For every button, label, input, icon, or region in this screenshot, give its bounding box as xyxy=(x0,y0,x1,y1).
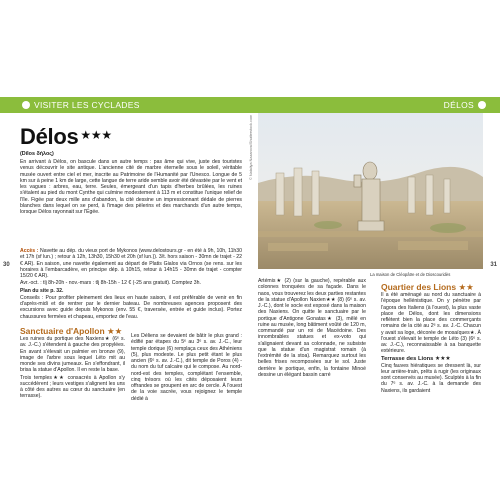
artemis-paragraph: Artémis★ (2) (sur la gauche), repérable aux colonnes tronquées de sa façade. Dans le naos, vous trouverez les deux parties restantes de la statue d'Apollon Naxien★★ (8) (6ᵉ s. av. J.-C.), dont le socle est exposé dans la maison des Naxiens. On quitte le sanctuaire par le portique d'Antigone Gonatas★ (3), mêlé en ruine au musée, long bâtiment voûté de 120 m, commandé par un roi de Macédoine. Des innombrables statues et ex-voto qui s'alignaient devant sa colonnade, ne subsiste que la statue d'un magistrat romain (à l'extrémité de la stoa). Remarquez surtout les belles frises recomposées sur le sol. Juste derrière le portique, enfin, la fontaine Minoé dessine un élégant bassin carré xyxy=(258,278,366,378)
intro-paragraph: En arrivant à Délos, on bascule dans un autre temps : pas âme qui vive, juste des touristes venus découvrir le site antique. L'ancienne cité de marbre éternelle sous le soleil, véritable musée ouvert entre ciel et mer, inscrite au Patrimoine de l'Humanité par l'Unesco. Longue de 5 km sur à peine 1 km de large, cette langue de terre aride semble avoir été dévastée par le vent et les vagues : arbres, eau, terre. Seules, émergeant d'un tapis d'herbes brûlées, les ruines s'étalent au pied du mont Cynthe qui culmine modestement à 113 m et constitue l'unique relief de l'île. Figée par deux mille ans d'abandon, la cité dessine un impressionnant dédale de pierres blanches dans lequel on se perd, à l'image des pèlerins et des marchands d'un autre temps, lorsque Délos rayonnait sur l'Égée. xyxy=(20,159,242,215)
page-number-right: 31 xyxy=(490,262,497,268)
plan-reference: Plan du site p. 32. xyxy=(20,287,64,294)
temples-paragraph: Les Déliens se devaient de bâtir le plus grand : édifié par étapes du 5ᵉ au 3ᵉ s. av. J.-C., leur temple dorique (6) remplaça ceux des Athéniens (5), plus modeste. Le plus petit étant le plus ancien (6ᵉ s. av. J.-C.), dit temple de Poros (4) - du nom du tuf calcaire qui le compose. Au nord-nord-est des temples, complétant l'ensemble, cinq trésors où les cités déposaient leurs offrandes se groupent en arc de cercle. À l'ouest de la voie sacrée, vous rejoignez le temple dédié à xyxy=(131,333,242,402)
terrasse-lions-paragraph: Cinq fauves hiératiques se dressent là, sur leur arrière-train, prêts à rugir (les originaux sont conservés au musée). Sculptés à la fin du 7ᵉ s. av. J.-C. à la demande des Naxiens, ils gardaient xyxy=(381,362,481,394)
horaires-text: Avr.-oct. : tlj 8h-20h - nov.-mars : tlj 8h-15h - 12 € (-25 ans gratuit). Comptez 3h. xyxy=(20,280,201,287)
ruins-illustration xyxy=(258,113,483,269)
bullet-icon xyxy=(22,101,30,109)
page-number-left: 30 xyxy=(3,262,10,268)
terrasse-lions-heading: Terrasse des Lions ★★★ xyxy=(381,355,451,362)
photo-credit: © Nataliya Nazarova/Shutterstock.com xyxy=(249,114,253,180)
acces-label: Accès : xyxy=(20,248,39,254)
column-sanctuaire xyxy=(20,326,125,401)
column-artemis xyxy=(258,278,366,379)
quartier-lions-paragraph: Il a été aménagé au nord du sanctuaire à l'époque hellénistique. On y pénètre par l'agora des Italiens (à l'ouest), la plus vaste place de Délos, dont les dimensions reflètent bien la place des commerçants romains de la cité au 2ᵉ s. av. J.-C. Chacun y avait sa loge, décorée de mosaïques★. À l'ouest s'élevait le temple de Léto (3) (6ᵉ s. av. J.-C.), reconnaissable à sa banquette extérieure. xyxy=(381,292,481,355)
column-temples xyxy=(131,333,242,403)
acces-paragraph xyxy=(20,248,242,279)
intro-text xyxy=(20,159,242,216)
section-header-bar xyxy=(0,97,500,113)
conseils-text: Conseils : Pour profiter pleinement des lieux en haute saison, il est préférable de venir en fin d'après-midi et de rentrer par le dernier bateau. De nombreuses agences proposent des excursions avec guide depuis Mykonos (env. 55 €, traversée, entrée et guide inclus). Portez chaussures fermées et chapeau, emportez de l'eau. xyxy=(20,294,242,320)
section-title-quartier-lions: Quartier des Lions ★★ xyxy=(381,282,474,292)
photo-caption: La maison de Cléopâtre et de Dioscouridès xyxy=(370,272,451,277)
practical-info xyxy=(20,248,242,321)
sanctuaire-paragraph-1: Les ruines du portique des Naxiens★ (6ᵉ s. av. J.-C.) s'étendent à gauche des propylées. En avant s'élevait un palmier en bronze (9), image de l'arbre sous lequel Léto mit au monde ses divins jumeaux. En s'effondrant, il brisa la statue d'Apollon. Il en reste la base. xyxy=(20,336,125,374)
section-title-sanctuaire: Sanctuaire d'Apollon ★★ xyxy=(20,326,123,336)
header-left-label: VISITER LES CYCLADES xyxy=(22,97,140,113)
bullet-icon xyxy=(478,101,486,109)
page-subtitle: (Dílos δήλος) xyxy=(20,151,54,157)
column-quartier-lions xyxy=(381,282,481,395)
sanctuaire-paragraph-2: Trois temples★★ consacrés à Apollon s'y succédèrent ; leurs vestiges s'alignent les uns à côté des autres au cœur du sanctuaire (en terrasse). xyxy=(20,374,125,400)
page-title: Délos ★★★ xyxy=(20,124,112,149)
site-photo xyxy=(258,113,483,269)
header-right-label: DÉLOS xyxy=(444,97,486,113)
acces-text: Navette au dép. du vieux port de Mykonos (www.delostours.gr - en été à 9h, 10h, 11h30 et 17h (sf lun.) ; retour à 12h, 13h30, 15h30 et 20h (sf lun.)). 3/t. hors saison - 30mn de trajet - 22 € AR). En saison, une navette également au départ de Platis Gialos via Ornos (se rens. sur les horaires à l'embarcadère, en principe dép. à 10h15, retour à 14h15 - 30mn de trajet - compter 15/20 € AR). xyxy=(20,248,243,279)
rating-stars: ★★★ xyxy=(80,128,112,142)
